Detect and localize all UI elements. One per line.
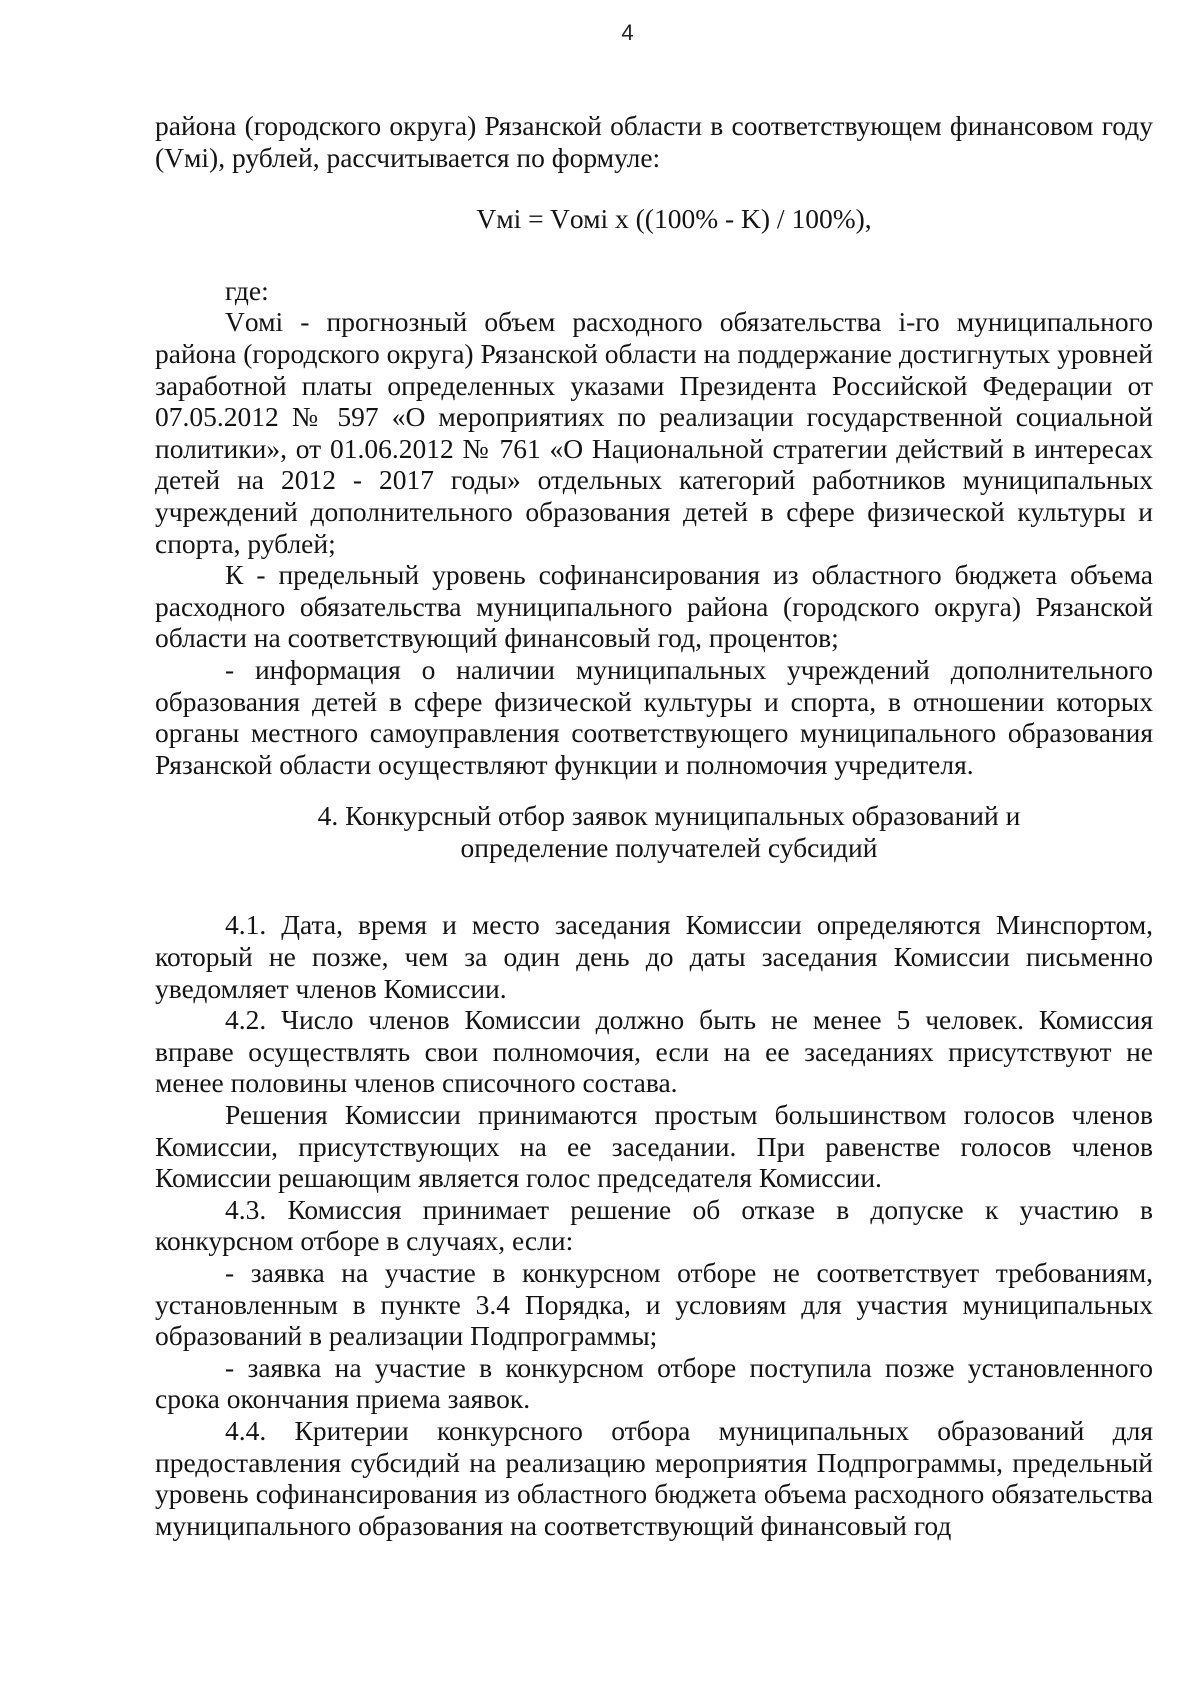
clause-4-2-decisions: Решения Комиссии принимаются простым большинством голосов членов Комиссии, присутствующих на ее заседании. При равенстве голосов членов Комиссии решающим является голос председателя Комиссии. [155,1099,1153,1194]
definition-vomi: Vомi - прогнозный объем расходного обязательства i-го муниципального района (городского округа) Рязанской области на поддержание достигнутых уровней заработной платы определенных указами Президента Российской Федерации от 07.05.2012 № 597 «О мероприятиях по реализации государственной социальной политики», от 01.06.2012 № 761 «О Национальной стратегии действий в интересах детей на 2012 - 2017 годы» отдельных категорий работников муниципальных учреждений дополнительного образования детей в сфере физической культуры и спорта, рублей; [155,306,1153,559]
definition-k: К - предельный уровень софинансирования из областного бюджета объема расходного обязательства муниципального района (городского округа) Рязанской области на соответствующий финансовый год, процентов; [155,559,1153,654]
section-title [155,800,1153,863]
page-number: 4 [621,20,634,45]
clause-4-1: 4.1. Дата, время и место заседания Комиссии определяются Минспортом, который не позже, чем за один день до даты заседания Комиссии письменно уведомляет членов Комиссии. [155,909,1153,1004]
clause-4-4: 4.4. Критерии конкурсного отбора муниципальных образований для предоставления субсидий на реализацию мероприятия Подпрограммы, предельный уровень софинансирования из областного бюджета объема расходного обязательства муниципального образования на соответствующий финансовый год [155,1414,1153,1541]
definition-info: - информация о наличии муниципальных учреждений дополнительного образования детей в сфере физической культуры и спорта, в отношении которых органы местного самоуправления соответствующего муниципального образования Рязанской области осуществляют функции и полномочия учредителя. [155,653,1153,780]
clause-4-3-item-1: - заявка на участие в конкурсном отборе не соответствует требованиям, установленным в пункте 3.4 Порядка, и условиям для участия муниципальных образований в реализации Подпрограммы; [155,1257,1153,1352]
formula: Vмi = Vомi x ((100% - K) / 100%), [476,203,872,235]
where-label: где: [225,274,269,306]
clause-4-3: 4.3. Комиссия принимает решение об отказе в допуске к участию в конкурсном отборе в случаях, если: [155,1193,1153,1257]
document-body [155,110,1153,1541]
section-title-line-1: 4. Конкурсный отбор заявок муниципальных образований и [317,800,1021,832]
clause-4-3-item-2: - заявка на участие в конкурсном отборе поступила позже установленного срока окончания приема заявок. [155,1351,1153,1415]
clause-4-2: 4.2. Число членов Комиссии должно быть не менее 5 человек. Комиссия вправе осуществлять свои полномочия, если на ее заседаниях присутствуют не менее половины членов списочного состава. [155,1004,1153,1099]
section-title-line-2: определение получателей субсидий [460,831,878,863]
paragraph-intro: района (городского округа) Рязанской области в соответствующем финансовом году (Vмi), рублей, рассчитывается по формуле: [155,110,1153,173]
